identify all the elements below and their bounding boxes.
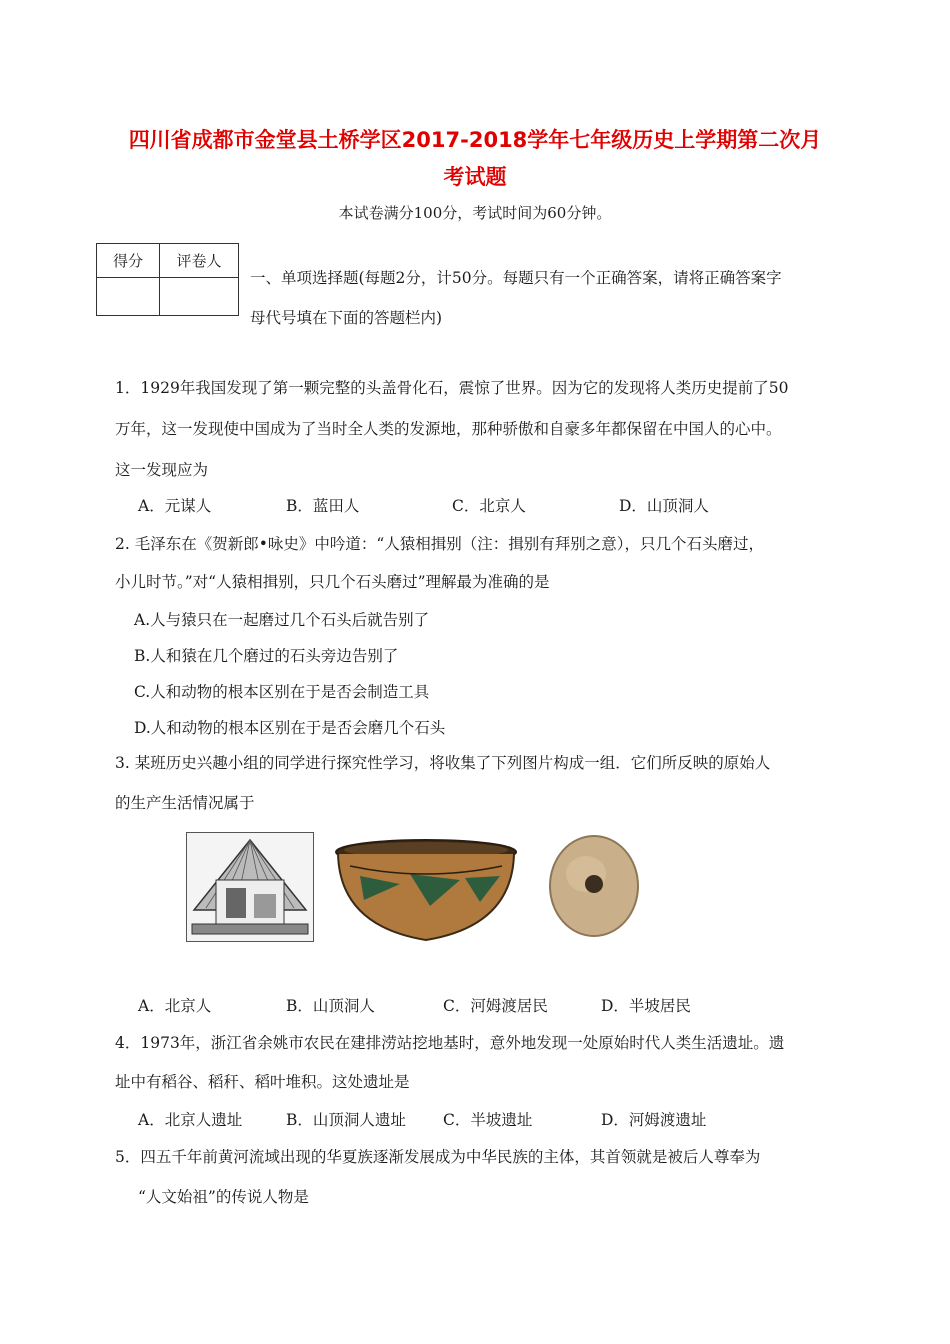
q2-option-b: B.人和猿在几个磨过的石头旁边告别了 — [134, 647, 399, 665]
q3-option-b: B．山顶洞人 — [286, 997, 375, 1015]
q3-line2: 的生产生活情况属于 — [115, 794, 255, 812]
q4-option-a: A．北京人遗址 — [138, 1111, 243, 1129]
q4-line1: 4．1973年，浙江省余姚市农民在建排涝站挖地基时，意外地发现一处原始时代人类生活遗址。遗 — [115, 1034, 785, 1052]
q1-line3: 这一发现应为 — [115, 461, 209, 479]
q2-line2: 小儿时节。”对“人猿相揖别，只几个石头磨过”理解最为准确的是 — [115, 573, 550, 591]
q1-option-b: B．蓝田人 — [286, 497, 360, 515]
q1-option-c: C．北京人 — [452, 497, 526, 515]
score-table — [96, 243, 239, 316]
q3-option-c: C．河姆渡居民 — [443, 997, 548, 1015]
q1-option-a: A．元谋人 — [138, 497, 212, 515]
score-cell — [97, 278, 160, 316]
spindle-whorl-illustration — [546, 830, 642, 942]
q4-option-b: B．山顶洞人遗址 — [286, 1111, 406, 1129]
page-title-line2: 考试题 — [443, 165, 507, 189]
q2-line1: 2. 毛泽东在《贺新郎•咏史》中吟道：“人猿相揖别（注：揖别有拜别之意），只几个石头磨过， — [115, 535, 765, 553]
semi-subterranean-house-illustration — [186, 832, 314, 942]
q3-line1: 3. 某班历史兴趣小组的同学进行探究性学习，将收集了下列图片构成一组．它们所反映的原始人 — [115, 754, 771, 772]
q1-option-d: D．山顶洞人 — [619, 497, 709, 515]
grader-header: 评卷人 — [160, 244, 239, 278]
grader-cell — [160, 278, 239, 316]
q5-line1: 5．四五千年前黄河流域出现的华夏族逐渐发展成为中华民族的主体，其首领就是被后人尊奉为 — [115, 1148, 761, 1166]
q2-option-d: D.人和动物的根本区别在于是否会磨几个石头 — [134, 719, 446, 737]
q5-line2: “人文始祖”的传说人物是 — [138, 1188, 309, 1206]
section1-instructions-line2: 母代号填在下面的答题栏内) — [250, 309, 443, 327]
q2-option-a: A.人与猿只在一起磨过几个石头后就告别了 — [134, 611, 430, 629]
exam-info: 本试卷满分100分，考试时间为60分钟。 — [338, 204, 612, 222]
q1-line1: 1．1929年我国发现了第一颗完整的头盖骨化石，震惊了世界。因为它的发现将人类历史提前了50 — [115, 379, 789, 397]
score-header: 得分 — [97, 244, 160, 278]
q4-option-c: C．半坡遗址 — [443, 1111, 533, 1129]
q2-option-c: C.人和动物的根本区别在于是否会制造工具 — [134, 683, 430, 701]
q4-option-d: D．河姆渡遗址 — [601, 1111, 707, 1129]
q3-option-d: D．半坡居民 — [601, 997, 691, 1015]
page-title-line1: 四川省成都市金堂县土桥学区2017-2018学年七年级历史上学期第二次月 — [128, 128, 822, 152]
q3-option-a: A．北京人 — [138, 997, 212, 1015]
painted-pottery-basin-illustration — [330, 836, 522, 944]
section1-instructions-line1: 一、单项选择题(每题2分，计50分。每题只有一个正确答案，请将正确答案字 — [250, 269, 782, 287]
q4-line2: 址中有稻谷、稻秆、稻叶堆积。这处遗址是 — [115, 1073, 410, 1091]
q1-line2: 万年，这一发现使中国成为了当时全人类的发源地，那种骄傲和自豪多年都保留在中国人的心中。 — [115, 420, 782, 438]
